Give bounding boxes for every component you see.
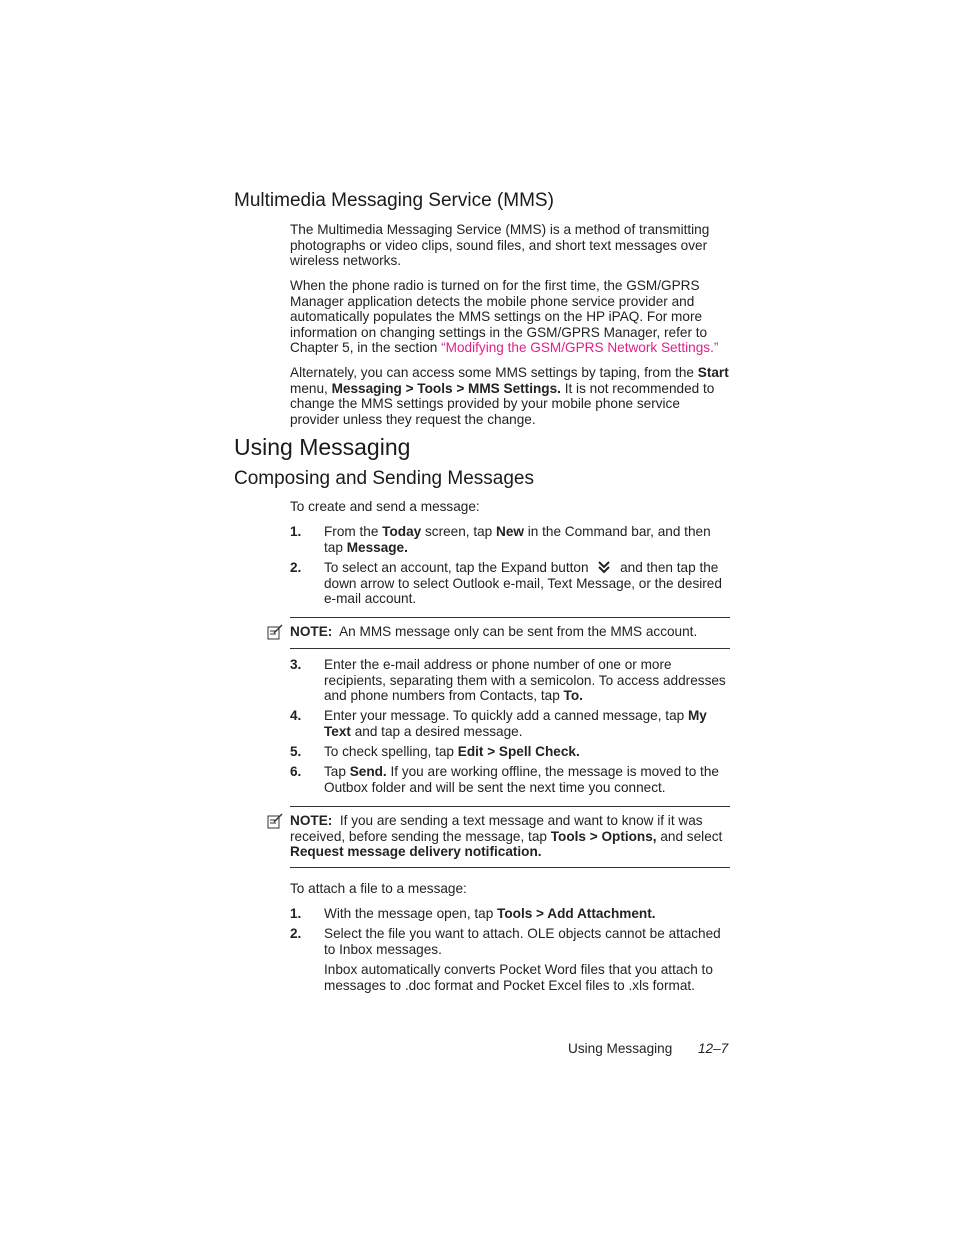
step-1-today: Today xyxy=(382,524,422,539)
step-number: 2. xyxy=(290,560,302,575)
step-2-part-a: To select an account, tap the Expand button xyxy=(324,560,593,575)
mms-paragraph-3-text-c: It is not recommended to change the MMS settings provided by your mobile phone service provider unless they request the change. xyxy=(290,380,715,427)
note-divider-top xyxy=(290,806,730,807)
step-1-new: New xyxy=(496,524,524,539)
mms-paragraph-2-text: When the phone radio is turned on for the first time, the GSM/GPRS Manager application detects the mobile phone service provider and automatically populates the MMS settings on the HP iPAQ. For more information on changing settings in the GSM/GPRS Manager, refer to Chapter 5, in the section xyxy=(290,278,708,356)
compose-intro: To create and send a message: xyxy=(290,499,480,514)
step-4-part-c: and tap a desired message. xyxy=(350,723,523,739)
note-1-label: NOTE: xyxy=(290,624,333,639)
step-1-part-a: From the xyxy=(324,524,383,539)
step-4-part-a: Enter your message. To quickly add a canned message, tap xyxy=(324,708,688,723)
step-4-my-text: My Text xyxy=(324,708,707,739)
step-2-part-c: and then tap the down arrow to select Outlook e-mail, Text Message, or the desired e-mail account. xyxy=(324,560,722,607)
attach-step-1-add-attachment: Tools > Add Attachment. xyxy=(497,906,656,921)
note-1-text: An MMS message only can be sent from the MMS account. xyxy=(339,624,698,639)
note-2-tools-options: Tools > Options, xyxy=(550,828,657,844)
attach-intro: To attach a file to a message: xyxy=(290,881,467,896)
section-heading-using-messaging: Using Messaging xyxy=(234,434,411,460)
note-2-label: NOTE: xyxy=(290,813,333,828)
step-5-text xyxy=(324,744,730,760)
note-2-part-c: and select xyxy=(656,828,723,844)
step-3-text xyxy=(324,657,730,704)
step-number: 2. xyxy=(290,926,302,941)
step-number: 3. xyxy=(290,657,302,672)
note-divider-top xyxy=(290,617,730,618)
step-4-text xyxy=(324,708,730,739)
step-number: 5. xyxy=(290,744,302,759)
step-3-part-a: Enter the e-mail address or phone number of one or more recipients, separating them with a semicolon. To access addresses and phone numbers from Contacts, tap xyxy=(324,657,726,704)
mms-paragraph-3-text-b: menu, xyxy=(290,380,332,396)
step-number: 1. xyxy=(290,524,302,539)
step-1-message: Message. xyxy=(346,539,408,555)
note-2-delivery-notification: Request message delivery notification. xyxy=(290,844,542,860)
section-heading-mms: Multimedia Messaging Service (MMS) xyxy=(234,190,554,211)
note-1 xyxy=(290,624,730,640)
step-1-part-d: in the Command bar, and then tap xyxy=(324,524,711,555)
step-number: 4. xyxy=(290,708,302,723)
start-menu-label: Start xyxy=(697,365,729,380)
step-6-send: Send. xyxy=(349,764,387,779)
note-pencil-icon xyxy=(266,812,284,830)
attach-step-1-text xyxy=(324,906,730,922)
attach-followup: Inbox automatically converts Pocket Word files that you attach to messages to .doc format and Pocket Excel files to .xls format. xyxy=(324,962,713,993)
step-5-part-a: To check spelling, tap xyxy=(324,744,458,759)
step-6-part-c: If you are working offline, the message is moved to the Outbox folder and will be sent the next time you connect. xyxy=(324,764,719,795)
step-1-text xyxy=(324,524,730,555)
step-6-part-a: Tap xyxy=(324,764,350,779)
step-5-spell-check: Edit > Spell Check. xyxy=(457,744,580,759)
gsm-settings-link[interactable]: “Modifying the GSM/GPRS Network Settings.” xyxy=(441,340,719,356)
note-divider-bottom xyxy=(290,867,730,868)
mms-paragraph-2 xyxy=(290,278,730,356)
step-number: 1. xyxy=(290,906,302,921)
note-2-part-a: If you are sending a text message and want to know if it was received, before sending the message, tap xyxy=(290,813,703,844)
footer-chapter: Using Messaging xyxy=(568,1041,673,1056)
mms-paragraph-3-text-a: Alternately, you can access some MMS settings by taping, from the xyxy=(290,365,698,380)
footer-page-number: 12–7 xyxy=(698,1041,729,1056)
mms-paragraph-1: The Multimedia Messaging Service (MMS) is a method of transmitting photographs or video clips, sound files, and short text messages over wireless networks. xyxy=(290,222,710,269)
mms-settings-path: Messaging > Tools > MMS Settings. xyxy=(331,380,561,396)
attach-step-1-part-a: With the message open, tap xyxy=(324,906,498,921)
note-2 xyxy=(290,813,730,860)
step-number: 6. xyxy=(290,764,302,779)
step-6-text xyxy=(324,764,730,795)
expand-chevrons-icon xyxy=(596,560,612,574)
note-divider-bottom xyxy=(290,648,730,649)
attach-step-2-text: Select the file you want to attach. OLE objects cannot be attached to Inbox messages. xyxy=(324,926,721,957)
step-1-part-c: screen, tap xyxy=(421,524,497,539)
step-3-to: To. xyxy=(563,688,583,704)
step-2-text xyxy=(324,560,730,607)
mms-paragraph-3 xyxy=(290,365,730,427)
note-pencil-icon xyxy=(266,623,284,641)
subheading-composing: Composing and Sending Messages xyxy=(234,468,534,489)
